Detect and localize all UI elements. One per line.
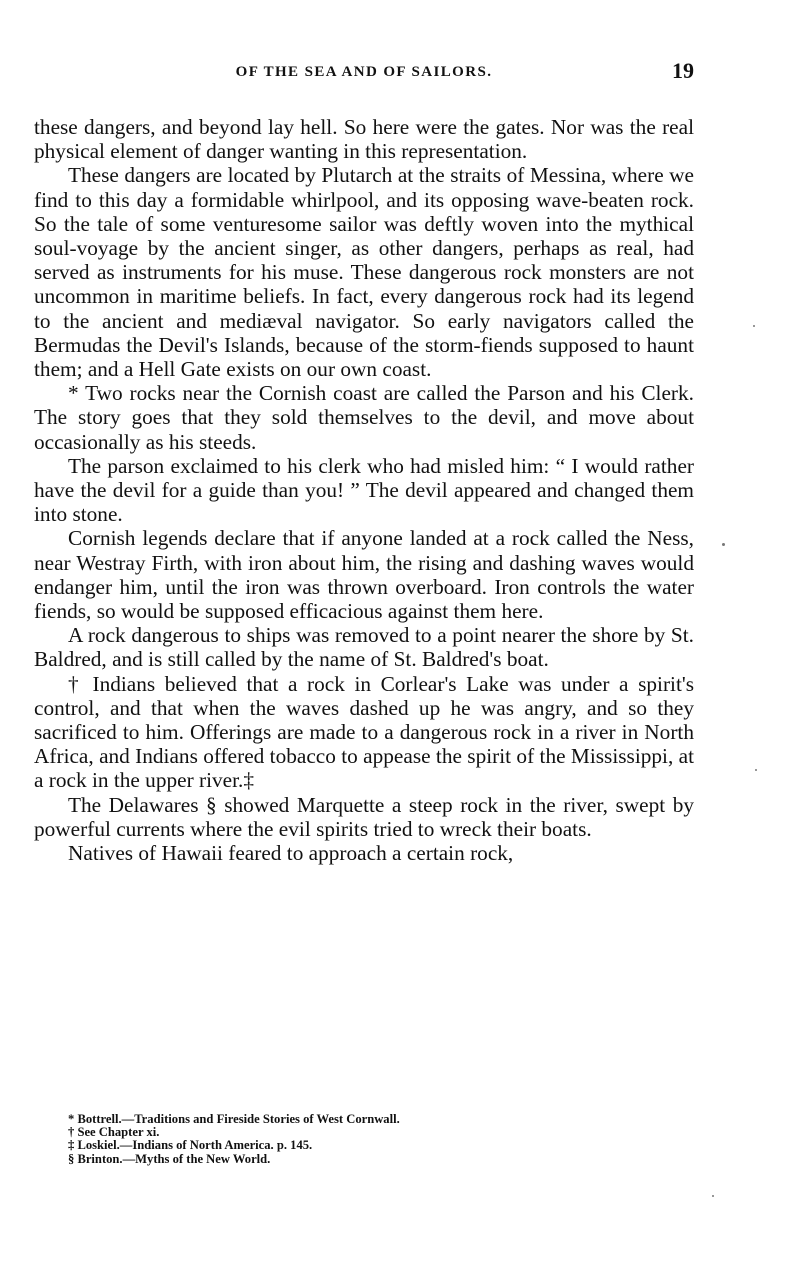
page-number: 19	[672, 58, 694, 83]
paragraph: Natives of Hawaii feared to approach a certain rock,	[68, 841, 514, 866]
paragraph: These dangers are located by Plutarch at the straits of Messina, where we find to this day a formidable whirlpool, and its opposing wave-beaten rock. So the tale of some venturesome sailor was deftly woven into the mythical soul-voyage by the ancient singer, as other dangers, perhaps as real, had served as instruments for his muse. These dangerous rock monsters are not uncommon in maritime beliefs. In fact, every dangerous rock had its legend to the ancient and mediæval navigator. So early navigators called the Bermudas the Devil's Islands, because of the storm-fiends supposed to haunt them; and a Hell Gate exists on our own coast.	[34, 163, 694, 382]
footnote: † See Chapter xi.	[68, 1125, 160, 1140]
margin-speck	[712, 1195, 714, 1197]
paragraph: The parson exclaimed to his clerk who had misled him: “ I would rather have the devil for a guide than you! ” The devil appeared and changed them into stone.	[34, 453, 694, 527]
footnote: * Bottrell.—Traditions and Fireside Stories of West Cornwall.	[68, 1112, 400, 1126]
paragraph: The Delawares § showed Marquette a steep rock in the river, swept by powerful currents where the evil spirits tried to wreck their boats.	[34, 792, 694, 841]
paragraph: * Two rocks near the Cornish coast are called the Parson and his Clerk. The story goes that they sold themselves to the devil, and move about occasionally as his steeds.	[34, 381, 694, 454]
body-text	[34, 115, 694, 865]
margin-speck	[753, 325, 755, 327]
margin-speck	[755, 769, 757, 771]
running-header	[34, 58, 694, 88]
footnote: § Brinton.—Myths of the New World.	[68, 1151, 271, 1166]
paragraph: † Indians believed that a rock in Corlear's Lake was under a spirit's control, and that when the waves dashed up he was angry, and so they sacrificed to him. Offerings are made to a dangerous rock in a river in North Africa, and Indians offered tobacco to appease the spirit of the Mississippi, at a rock in the upper river.‡	[34, 671, 694, 793]
paragraph: these dangers, and beyond lay hell. So here were the gates. Nor was the real physical element of danger wanting in this representation.	[34, 115, 694, 164]
footnotes	[68, 1113, 628, 1166]
footnote: ‡ Loskiel.—Indians of North America. p. 145.	[68, 1138, 313, 1153]
running-title: OF THE SEA AND OF SAILORS.	[235, 64, 493, 80]
margin-speck	[722, 543, 725, 546]
paragraph: A rock dangerous to ships was removed to a point nearer the shore by St. Baldred, and is still called by the name of St. Baldred's boat.	[34, 623, 694, 672]
paragraph: Cornish legends declare that if anyone landed at a rock called the Ness, near Westray Firth, with iron about him, the rising and dashing waves would endanger him, until the iron was thrown overboard. Iron controls the water fiends, so would be supposed efficacious against them here.	[34, 526, 694, 624]
